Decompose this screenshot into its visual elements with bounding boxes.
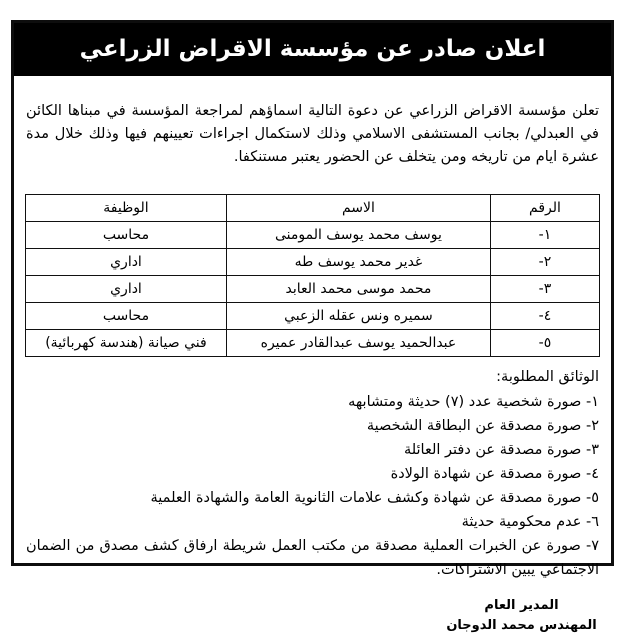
column-header-job: الوظيفة bbox=[26, 195, 227, 222]
signature-title: المدير العام bbox=[484, 598, 559, 614]
cell-number: ٤- bbox=[490, 303, 599, 330]
page-title: اعلان صادر عن مؤسسة الاقراض الزراعي bbox=[79, 35, 546, 62]
cell-job: محاسب bbox=[26, 222, 227, 249]
cell-name: غدير محمد يوسف طه bbox=[226, 249, 490, 276]
list-item: ٦- عدم محكومية حديثة bbox=[461, 514, 599, 531]
signature-name: المهندس محمد الدوجان bbox=[446, 617, 597, 633]
cell-job: اداري bbox=[26, 249, 227, 276]
list-item: ٥- صورة مصدقة عن شهادة وكشف علامات الثانوية العامة والشهادة العلمية bbox=[150, 490, 599, 507]
list-item: ١- صورة شخصية عدد (٧) حديثة ومتشابهه bbox=[348, 393, 599, 410]
table-row bbox=[26, 276, 600, 303]
list-item: ٢- صورة مصدقة عن البطاقة الشخصية bbox=[366, 418, 599, 434]
required-documents-section bbox=[14, 357, 611, 582]
list-item: ٣- صورة مصدقة عن دفتر العائلة bbox=[403, 442, 599, 459]
list-item: ٧- صورة عن الخبرات العملية مصدقة من مكتب العمل شريطة ارفاق كشف مصدق من الضمان الاجتماعي يبين الاشتراكات. bbox=[26, 538, 599, 579]
cell-job: اداري bbox=[26, 276, 227, 303]
table-row bbox=[26, 249, 600, 276]
column-header-number: الرقم bbox=[490, 195, 599, 222]
intro-paragraph: تعلن مؤسسة الاقراض الزراعي عن دعوة التالية اسماؤهم لمراجعة المؤسسة في مبناها الكائن في العبدلي/ بجانب المستشفى الاسلامي وذلك لاستكمال اجراءات تعيينهم فيها وذلك خلال مدة عشرة ايام من تاريخه ومن يتخلف عن الحضور يعتبر مستنكفا. bbox=[26, 102, 599, 166]
cell-name: سميره ونس عقله الزعبي bbox=[226, 303, 490, 330]
signature-block bbox=[14, 582, 611, 635]
cell-number: ٥- bbox=[490, 330, 599, 357]
list-item: ٤- صورة مصدقة عن شهادة الولادة bbox=[390, 466, 599, 483]
table-header-row bbox=[26, 195, 600, 222]
cell-name: عبدالحميد يوسف عبدالقادر عميره bbox=[226, 330, 490, 357]
cell-number: ١- bbox=[490, 222, 599, 249]
cell-number: ٢- bbox=[490, 249, 599, 276]
table-row bbox=[26, 222, 600, 249]
announcement-frame bbox=[11, 20, 614, 633]
cell-job: محاسب bbox=[26, 303, 227, 330]
required-documents-title: الوثائق المطلوبة: bbox=[496, 369, 599, 386]
applicants-table bbox=[25, 194, 600, 357]
cell-name: محمد موسى محمد العابد bbox=[226, 276, 490, 303]
cell-number: ٣- bbox=[490, 276, 599, 303]
required-documents-list bbox=[26, 390, 599, 583]
cell-job: فني صيانة (هندسة كهربائية) bbox=[26, 330, 227, 357]
column-header-name: الاسم bbox=[226, 195, 490, 222]
applicants-table-container bbox=[14, 190, 611, 357]
table-row bbox=[26, 303, 600, 330]
cell-name: يوسف محمد يوسف المومنى bbox=[226, 222, 490, 249]
table-row bbox=[26, 330, 600, 357]
headline-banner bbox=[14, 23, 611, 76]
